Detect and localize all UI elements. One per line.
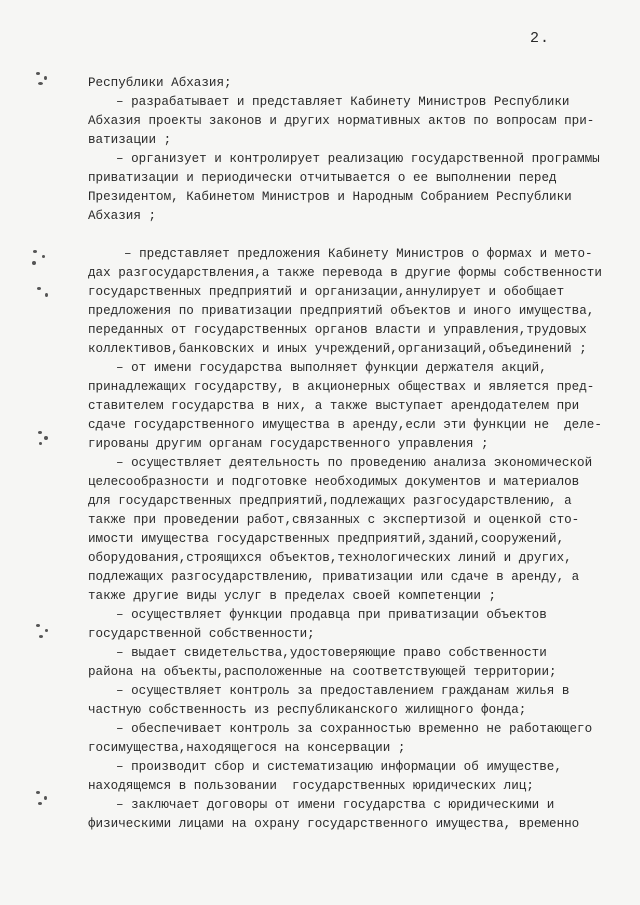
document-body [88,74,628,834]
text-line: физическими лицами на охрану государственного имущества, временно [88,817,580,831]
text-line: также другие виды услуг в пределах своей компетенции ; [88,589,497,603]
text-line: Абхазия ; [88,209,157,223]
text-line: – выдает свидетельства,удостоверяющие право собственности [116,646,547,660]
binder-hole-mark [34,790,56,810]
text-line: оборудования,строящихся объектов,технологических линий и других, [88,551,572,565]
text-line: также при проведении работ,связанных с экспертизой и оценкой сто- [88,513,580,527]
page-number: 2. [530,30,551,47]
text-line: госимущества,находящегося на консервации ; [88,741,406,755]
text-line: подлежащих разгосударствлению, приватизации или сдаче в аренду, а [88,570,580,584]
binder-hole-mark [30,250,52,270]
text-line: находящемся в пользовании государственных юридических лиц; [88,779,534,793]
text-line: – осуществляет деятельность по проведению анализа экономической [116,456,593,470]
binder-hole-mark [34,70,56,90]
text-line: ватизации ; [88,133,172,147]
text-line: Республики Абхазия; [88,76,232,90]
text-line: – обеспечивает контроль за сохранностью временно не работающего [116,722,593,736]
paragraph-gap [88,226,628,245]
text-line: предложения по приватизации предприятий объектов и иного имущества, [88,304,595,318]
text-line: Абхазия проекты законов и других нормативных актов по вопросам при- [88,114,595,128]
text-line: государственной собственности; [88,627,315,641]
text-line: приватизации и периодически отчитывается о ее выполнении перед [88,171,557,185]
text-line: имости имущества государственных предприятий,зданий,сооружений, [88,532,565,546]
text-line: принадлежащих государству, в акционерных обществах и является пред- [88,380,595,394]
text-line: целесообразности и подготовке необходимых документов и материалов [88,475,580,489]
text-line: Президентом, Кабинетом Министров и Народным Собранием Республики [88,190,572,204]
text-line: – организует и контролирует реализацию государственной программы [116,152,600,166]
text-line: частную собственность из республиканского жилищного фонда; [88,703,527,717]
text-line: государственных предприятий и организации,аннулирует и обобщает [88,285,565,299]
binder-hole-mark [36,285,58,305]
text-line: для государственных предприятий,подлежащих разгосударствлению, а [88,494,572,508]
text-line: – от имени государства выполняет функции держателя акций, [116,361,547,375]
text-line: – заключает договоры от имени государства с юридическими и [116,798,555,812]
binder-hole-mark [34,622,56,642]
text-line: – разрабатывает и представляет Кабинету Министров Республики [116,95,570,109]
text-line: ставителем государства в них, а также выступает арендодателем при [88,399,580,413]
text-line: сдаче государственного имущества в аренду,если эти функции не делe- [88,418,602,432]
text-line: – представляет предложения Кабинету Министров о формах и мето- [124,247,593,261]
binder-hole-mark [36,430,58,450]
text-line: коллективов,банковских и иных учреждений,организаций,объединений ; [88,342,587,356]
text-line: – производит сбор и систематизацию информации об имуществе, [116,760,562,774]
text-line: – осуществляет контроль за предоставлением гражданам жилья в [116,684,570,698]
text-line: переданных от государственных органов власти и управления,трудовых [88,323,587,337]
text-line: района на объекты,расположенные на соответствующей территории; [88,665,557,679]
text-line: – осуществляет функции продавца при приватизации объектов [116,608,547,622]
text-line: дах разгосударствления,а также перевода в другие формы собственности [88,266,602,280]
text-line: гированы другим органам государственного управления ; [88,437,489,451]
